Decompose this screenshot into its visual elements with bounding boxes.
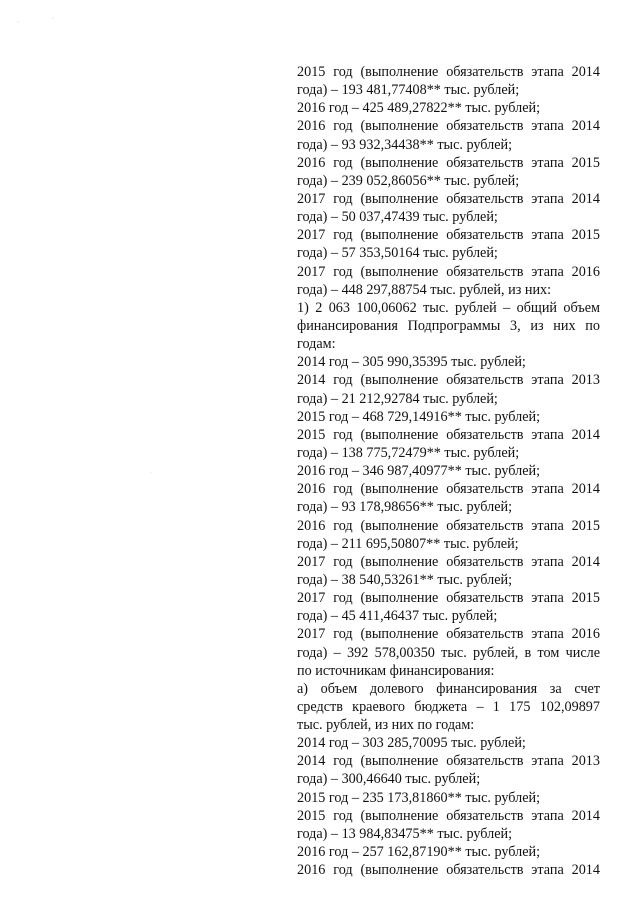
document-line: 2015 год (выполнение обязательств этапа 2014 [297,426,600,443]
document-line: а) объем долевого финансирования за счет [297,680,600,697]
document-line: 2017 год (выполнение обязательств этапа 2016 [297,626,600,643]
document-line: 2016 год – 257 162,87190** тыс. рублей; [297,844,541,861]
document-line: года) – 13 984,83475** тыс. рублей; [297,825,513,842]
document-line: 2014 год – 303 285,70095 тыс. рублей; [297,735,526,752]
document-line: года) – 193 481,77408** тыс. рублей; [297,82,520,99]
document-line: 2016 год (выполнение обязательств этапа 2015 [297,154,600,171]
document-line: года) – 45 411,46437 тыс. рублей; [297,608,498,625]
document-text-column [297,63,600,879]
document-line: года) – 138 775,72479** тыс. рублей; [297,444,520,461]
document-line: 2014 год – 305 990,35395 тыс. рублей; [297,354,526,371]
document-line: 2017 год (выполнение обязательств этапа 2015 [297,590,600,607]
document-line: по источникам финансирования: [297,662,495,679]
document-line: 1) 2 063 100,06062 тыс. рублей – общий объем [297,299,600,316]
document-line: 2016 год (выполнение обязательств этапа 2014 [297,481,600,498]
document-line: годам: [297,336,336,353]
document-line: 2016 год (выполнение обязательств этапа 2014 [297,118,600,135]
document-line: 2015 год (выполнение обязательств этапа 2014 [297,64,600,80]
document-line: 2017 год (выполнение обязательств этапа 2016 [297,263,600,280]
document-line: 2017 год (выполнение обязательств этапа 2015 [297,227,600,244]
document-line: года) – 392 578,00350 тыс. рублей, в том числе [297,644,600,661]
document-line: года) – 21 212,92784 тыс. рублей; [297,390,498,407]
document-line: 2016 год (выполнение обязательств этапа 2015 [297,517,600,534]
document-line: 2015 год – 235 173,81860** тыс. рублей; [297,789,541,806]
document-line: 2016 год – 425 489,27822** тыс. рублей; [297,100,541,117]
document-line: года) – 93 932,34438** тыс. рублей; [297,136,513,153]
document-line: 2015 год – 468 729,14916** тыс. рублей; [297,408,541,425]
document-line: года) – 211 695,50807** тыс. рублей; [297,535,519,552]
document-line: года) – 50 037,47439 тыс. рублей; [297,209,498,226]
document-line: 2016 год – 346 987,40977** тыс. рублей; [297,463,541,480]
document-line: 2014 год (выполнение обязательств этапа 2013 [297,753,600,770]
document-line: 2015 год (выполнение обязательств этапа 2014 [297,807,600,824]
document-line: года) – 239 052,86056** тыс. рублей; [297,172,520,189]
document-line: года) – 57 353,50164 тыс. рублей; [297,245,498,262]
document-line: года) – 300,46640 тыс. рублей; [297,771,481,788]
document-line: года) – 38 540,53261** тыс. рублей; [297,571,513,588]
document-line: финансирования Подпрограммы 3, из них по [297,317,600,334]
document-line: 2016 год (выполнение обязательств этапа 2014 [297,862,600,879]
document-line: года) – 93 178,98656** тыс. рублей; [297,499,513,516]
document-line: 2017 год (выполнение обязательств этапа 2014 [297,190,600,207]
document-line: 2014 год (выполнение обязательств этапа 2013 [297,372,600,389]
document-line: средств краевого бюджета – 1 175 102,09897 [297,698,600,715]
document-line: 2017 год (выполнение обязательств этапа 2014 [297,553,600,570]
scan-speck: · [150,470,152,476]
scan-speck: · [52,16,54,22]
scan-speck: · [17,20,19,26]
document-line: года) – 448 297,88754 тыс. рублей, из них: [297,281,552,298]
document-line: тыс. рублей, из них по годам: [297,717,475,734]
